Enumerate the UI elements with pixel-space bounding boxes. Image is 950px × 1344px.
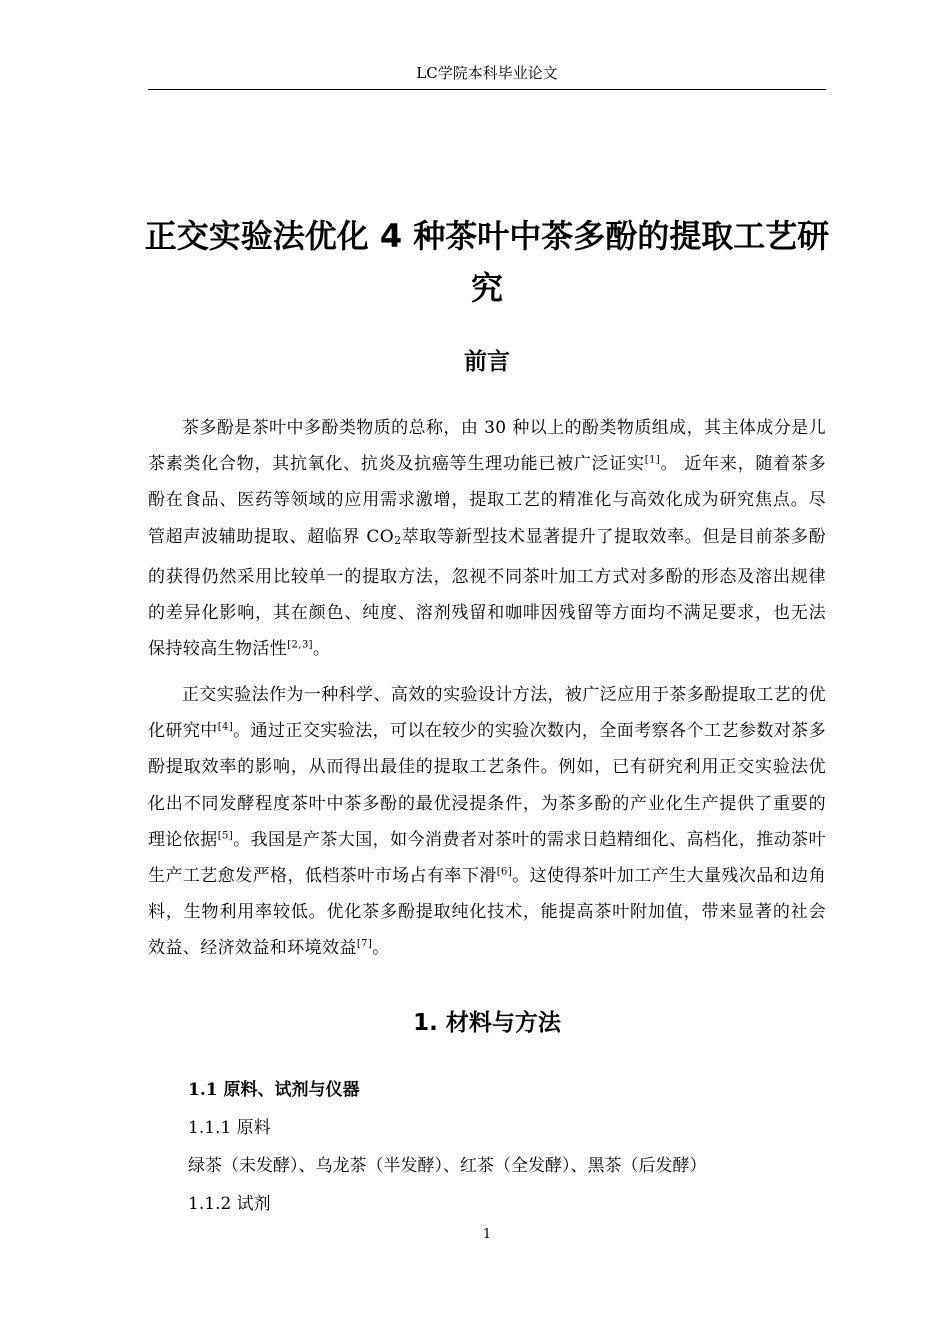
text-run: 萃取等新型技术显著提升了提取效率。但是目前茶多酚的获得仍然采用比较单一的提取方法，忽视不同茶叶加工方式对多酚的形态及溶出规律的差异化影响，其在颜色、纯度、溶剂残留和咖啡因残留等方面均不满足要求，也无法保持较高生物活性 xyxy=(148,526,826,660)
subsection-1-1-1-heading: 1.1.1 原料 xyxy=(188,1118,271,1138)
text-run: 。 xyxy=(312,639,331,660)
text-run: 。通过正交实验法，可以在较少的实验次数内，全面考察各个工艺参数对茶多酚提取效率的影响，从而得出最佳的提取工艺条件。例如，已有研究利用正交实验法优化出不同发酵程度茶叶中茶多酚的最优浸提条件，为茶多酚的产业化生产提供了重要的理论依据 xyxy=(148,721,826,850)
text-run: 。 xyxy=(372,938,390,959)
text-run: 正交实验法作为一种科学、高效的实验设计方法，被广泛应用于茶多酚提取工艺的优化研究中 xyxy=(148,685,826,742)
text-run: 。这使得茶叶加工产生大量残次品和边角料，生物利用率较低。优化茶多酚提取纯化技术，能提高茶叶附加值，带来显著的社会效益、经济效益和环境效益 xyxy=(148,866,826,959)
header-rule xyxy=(148,89,826,90)
subscript: 2 xyxy=(394,533,402,547)
citation: [6] xyxy=(496,866,513,878)
materials-list: 绿茶（未发酵）、乌龙茶（半发酵）、红茶（全发酵）、黑茶（后发酵） xyxy=(188,1156,707,1176)
running-header: LC学院本科毕业论文 xyxy=(416,64,558,82)
preface-paragraph-1 xyxy=(148,410,826,667)
methods-heading: 1. 材料与方法 xyxy=(413,1010,561,1036)
text-run: 茶多酚是茶叶中多酚类物质的总称，由 30 种以上的酚类物质组成，其主体成分是儿茶素类化合物，其抗氧化、抗炎及抗癌等生理功能已被广泛证实 xyxy=(148,418,826,475)
citation: [7] xyxy=(356,938,373,950)
citation: [5] xyxy=(217,830,234,842)
citation: [2,3] xyxy=(287,639,313,651)
preface-paragraph-2 xyxy=(148,677,826,967)
text-run: 。 近年来，随着茶多酚在食品、医药等领域的应用需求激增，提取工艺的精准化与高效化成为研究焦点。尽管超声波辅助提取、超临界 CO xyxy=(148,454,827,547)
page-number: 1 xyxy=(482,1227,492,1242)
paper-title: 正交实验法优化 4 种茶叶中茶多酚的提取工艺研究 xyxy=(144,217,830,307)
subsection-1-1-heading: 1.1 原料、试剂与仪器 xyxy=(188,1080,360,1100)
subsection-1-1-2-heading: 1.1.2 试剂 xyxy=(188,1194,271,1214)
citation: [4] xyxy=(217,721,234,733)
preface-heading: 前言 xyxy=(464,349,510,375)
text-run: 。我国是产茶大国，如今消费者对茶叶的需求日趋精细化、高档化，推动茶叶生产工艺愈发严格，低档茶叶市场占有率下滑 xyxy=(148,829,826,887)
citation: [1] xyxy=(644,454,661,466)
